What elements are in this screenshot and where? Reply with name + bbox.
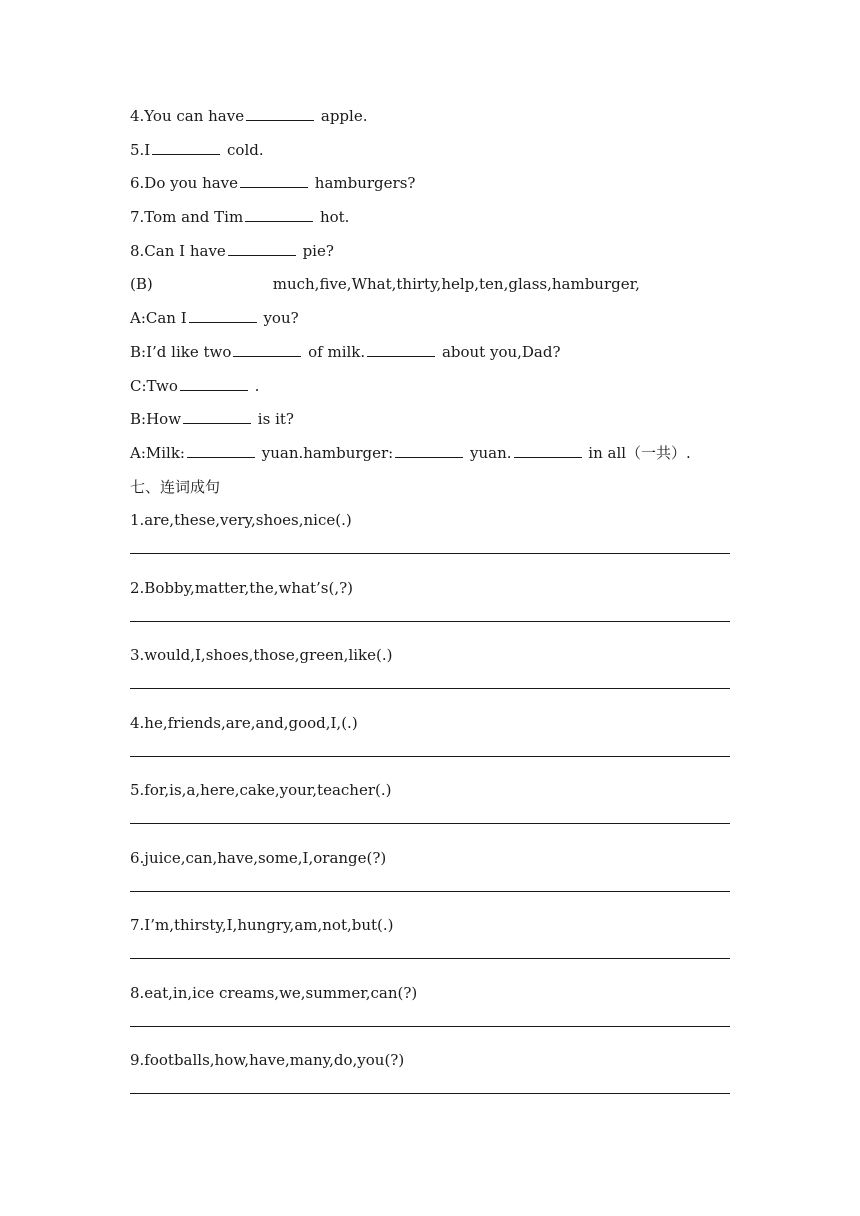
part-b-label: (B) [130,275,153,294]
answer-blank[interactable] [233,341,301,357]
worksheet-page [130,104,730,1116]
answer-blank[interactable] [187,442,255,458]
answer-blank[interactable] [183,408,251,424]
question-3 [130,643,730,711]
answer-line[interactable] [130,756,730,757]
dialogue-line-5: A:Milk: yuan.hamburger: yuan. in all（一共）. [130,443,691,462]
fill-item-8: 8.Can I have pie? [130,241,334,260]
dialogue-line-3: C:Two . [130,376,260,395]
question-prompt: 9.footballs,how,have,many,do,you(?) [130,1051,405,1070]
answer-line[interactable] [130,688,730,689]
answer-blank[interactable] [514,442,582,458]
answer-line[interactable] [130,958,730,959]
answer-blank[interactable] [367,341,435,357]
question-prompt: 5.for,is,a,here,cake,your,teacher(.) [130,781,392,800]
fill-item-6: 6.Do you have hamburgers? [130,174,416,193]
answer-blank[interactable] [245,206,313,222]
dialogue-line-1: A:Can I you? [130,309,299,328]
question-prompt: 7.I’m,thirsty,I,hungry,am,not,but(.) [130,916,394,935]
question-prompt: 4.he,friends,are,and,good,I,(.) [130,713,358,732]
question-prompt: 2.Bobby,matter,the,what’s(,?) [130,578,353,597]
question-8 [130,981,730,1049]
question-2 [130,576,730,644]
answer-blank[interactable] [228,240,296,256]
answer-blank[interactable] [395,442,463,458]
part-b-header [130,272,730,306]
answer-line[interactable] [130,823,730,824]
answer-blank[interactable] [189,307,257,323]
question-1 [130,508,730,576]
fill-item-7: 7.Tom and Tim hot. [130,208,350,227]
question-4 [130,711,730,779]
answer-blank[interactable] [240,172,308,188]
question-6 [130,846,730,914]
dialogue-line-4: B:How is it? [130,410,294,429]
answer-line[interactable] [130,1026,730,1027]
answer-blank[interactable] [152,139,220,155]
answer-line[interactable] [130,621,730,622]
question-prompt: 3.would,I,shoes,those,green,like(.) [130,646,393,665]
question-5 [130,778,730,846]
answer-line[interactable] [130,553,730,554]
section-7-title: 七、连词成句 [130,477,221,496]
question-prompt: 8.eat,in,ice creams,we,summer,can(?) [130,983,418,1002]
question-9 [130,1048,730,1116]
answer-blank[interactable] [246,105,314,121]
question-prompt: 1.are,these,very,shoes,nice(.) [130,511,352,530]
fill-item-4: 4.You can have apple. [130,107,368,125]
answer-blank[interactable] [180,375,248,391]
answer-line[interactable] [130,1093,730,1094]
word-bank: much,five,What,thirty,help,ten,glass,hamburger, [272,275,640,294]
fill-item-5: 5.I cold. [130,140,264,159]
question-prompt: 6.juice,can,have,some,I,orange(?) [130,848,387,867]
answer-line[interactable] [130,891,730,892]
question-7 [130,913,730,981]
dialogue-line-2: B:I’d like two of milk. about you,Dad? [130,342,561,361]
